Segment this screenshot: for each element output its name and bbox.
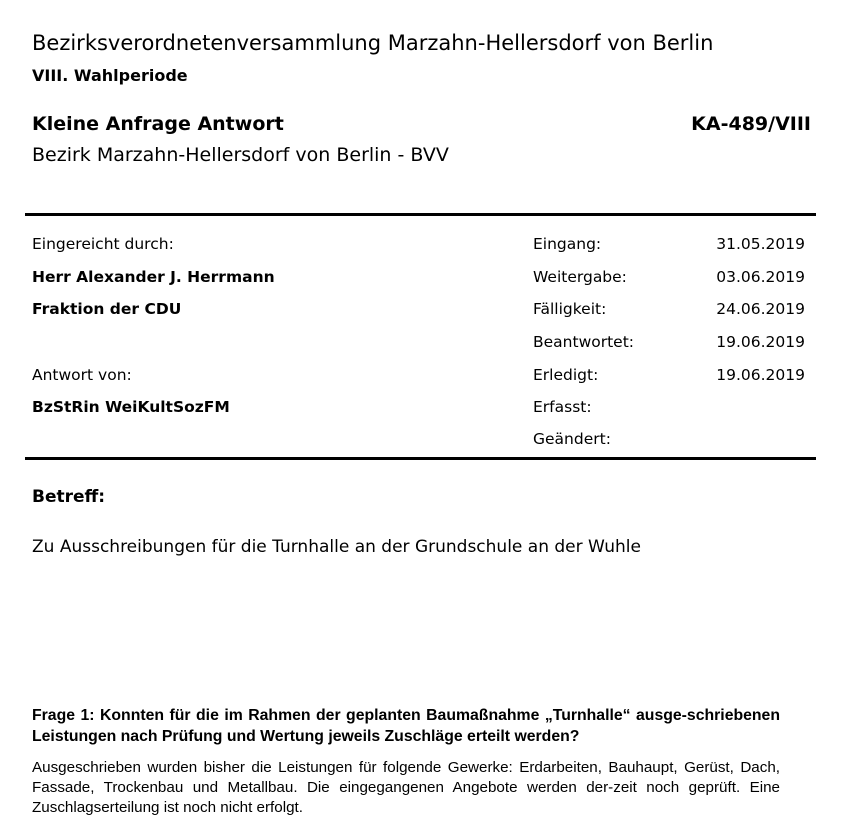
meta-label-erledigt: Erledigt: (533, 366, 599, 384)
meta-label-erfasst: Erfasst: (533, 398, 592, 416)
divider-top (25, 213, 816, 216)
document-body: Bezirk Marzahn-Hellersdorf von Berlin - BVV (32, 144, 449, 166)
assembly-title: Bezirksverordnetenversammlung Marzahn-Hellersdorf von Berlin (32, 31, 714, 55)
submitter-faction: Fraktion der CDU (32, 300, 182, 318)
betreff-label: Betreff: (32, 487, 106, 507)
divider-bottom (25, 457, 816, 460)
answer-1: Ausgeschrieben wurden bisher die Leistungen für folgende Gewerke: Erdarbeiten, Bauhaupt, Gerüst, Dach, Fassade, Trockenbau und Metallbau. Die eingegangenen Angebote werden der-zeit noch geprüft. Eine Zuschlagserteilung ist noch nicht erfolgt. (32, 759, 780, 816)
election-period: VIII. Wahlperiode (32, 66, 188, 85)
meta-label-geaendert: Geändert: (533, 430, 611, 448)
question-1: Frage 1: Konnten für die im Rahmen der geplanten Baumaßnahme „Turnhalle“ ausge-schriebenen Leistungen nach Prüfung und Wertung jeweils Zuschläge erteilt werden? (32, 707, 780, 745)
meta-value-weitergabe: 03.06.2019 (716, 268, 805, 286)
meta-label-faelligkeit: Fälligkeit: (533, 300, 607, 318)
submitter-name: Herr Alexander J. Herrmann (32, 268, 275, 286)
betreff-text: Zu Ausschreibungen für die Turnhalle an der Grundschule an der Wuhle (32, 537, 641, 557)
meta-value-faelligkeit: 24.06.2019 (716, 300, 805, 318)
meta-value-erledigt: 19.06.2019 (716, 366, 805, 384)
document-number: KA-489/VIII (691, 113, 811, 135)
document-type: Kleine Anfrage Antwort (32, 113, 284, 135)
meta-value-beantwortet: 19.06.2019 (716, 333, 805, 351)
answer-by: BzStRin WeiKultSozFM (32, 398, 230, 416)
meta-value-eingang: 31.05.2019 (716, 235, 805, 253)
meta-label-beantwortet: Beantwortet: (533, 333, 635, 351)
meta-label-eingang: Eingang: (533, 235, 602, 253)
meta-label-weitergabe: Weitergabe: (533, 268, 627, 286)
submitted-label: Eingereicht durch: (32, 235, 174, 253)
answer-label: Antwort von: (32, 366, 132, 384)
